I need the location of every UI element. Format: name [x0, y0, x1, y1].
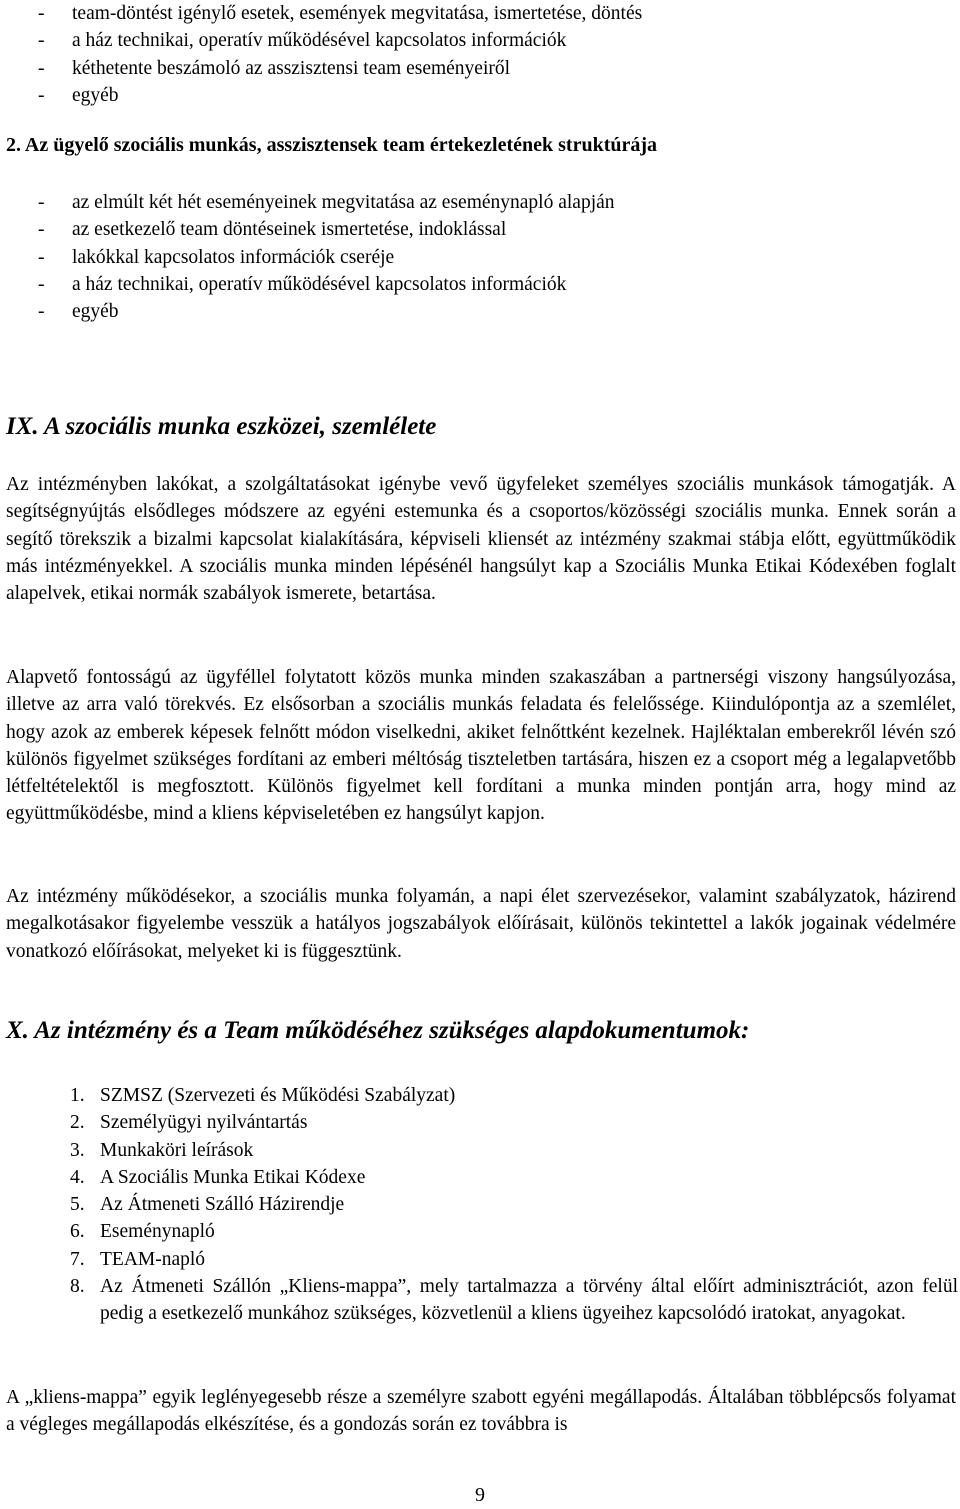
- section-9-heading: IX. A szociális munka eszközei, szemlélete: [6, 413, 437, 440]
- list-item: - egyéb: [38, 84, 119, 106]
- list-item: 8. Az Átmeneti Szállón „Kliens-mappa”, mely tartalmazza a törvény által előírt adminisztrációt, azon felül pedig a esetkezelő munkához szükséges, közvetlenül a kliens ügyeihez kapcsolódó iratokat, anyagokat.: [70, 1276, 958, 1325]
- list-item: - a ház technikai, operatív működésével kapcsolatos információk: [38, 273, 567, 295]
- list-item: 7. TEAM-napló: [70, 1248, 206, 1270]
- paragraph: Alapvető fontosságú az ügyféllel folytatott közös munka minden szakaszában a partnerségi viszony hangsúlyozása, illetve az arra való törekvés. Ez elsősorban a szociális munkás feladata és felelőssége. Kiindulópontja az a szemlélet, hogy azok az emberek képesek felnőtt módon viselkedni, akiket felnőttként kezelnek. Hajléktalan emberekről lévén szó különös figyelmet szükséges fordítani az emberi méltóság tiszteletben tartására, hiszen ez a csoport még a legalapvetőbb létfeltételektől is megfosztott. Különös figyelmet kell fordítani a munka minden pontján arra, hogy mind az együttműködésbe, mind a kliens képviseletében ez hangsúlyt kapjon.: [6, 667, 956, 825]
- list-item: 2. Személyügyi nyilvántartás: [70, 1112, 308, 1134]
- list-item: - team-döntést igénylő esetek, események megvitatása, ismertetése, döntés: [38, 3, 643, 24]
- section-2-heading: 2. Az ügyelő szociális munkás, asszisztensek team értekezletének struktúrája: [6, 134, 658, 156]
- paragraph: Az intézményben lakókat, a szolgáltatásokat igénybe vevő ügyfeleket személyes szociális munkások támogatják. A segítségnyújtás elsődleges módszere az egyéni estemunka és a csoportos/közösségi szociális munka. Ennek során a segítő törekszik a bizalmi kapcsolat kialakítására, képviseli kliensét az intézmény szakmai stábja előtt, együttműködik más intézményekkel. A szociális munka minden lépésénél hangsúlyt kap a Szociális Munka Etikai Kódexében foglalt alapelvek, etikai normák szabályok ismerete, betartása.: [6, 474, 956, 605]
- list-item: 5. Az Átmeneti Szálló Házirendje: [70, 1194, 345, 1216]
- top-bullet-list: [38, 0, 642, 109]
- document-list: [70, 1082, 958, 1328]
- list-item: - lakókkal kapcsolatos információk cseréje: [38, 246, 395, 268]
- list-item: 3. Munkaköri leírások: [70, 1139, 254, 1161]
- list-item: - az elmúlt két hét eseményeinek megvitatása az eseménynapló alapján: [38, 192, 615, 213]
- list-item: - az esetkezelő team döntéseinek ismertetése, indoklással: [38, 219, 507, 241]
- list-item: 4. A Szociális Munka Etikai Kódexe: [70, 1166, 366, 1188]
- list-item: 1. SZMSZ (Szervezeti és Működési Szabályzat): [70, 1085, 456, 1106]
- section-2-list: [38, 189, 615, 325]
- list-item: - kéthetente beszámoló az asszisztensi team eseményeiről: [38, 57, 511, 79]
- paragraph: A „kliens-mappa” egyik leglényegesebb része a személyre szabott egyéni megállapodás. Általában többlépcsős folyamat a végleges megállapodás elkészítése, és a gondozás során ez továbbra is: [6, 1387, 956, 1436]
- list-item: - a ház technikai, operatív működésével kapcsolatos információk: [38, 30, 567, 52]
- list-item: - egyéb: [38, 301, 119, 323]
- list-item: 6. Eseménynapló: [70, 1221, 215, 1243]
- page-number: 9: [475, 1484, 485, 1506]
- paragraph: Az intézmény működésekor, a szociális munka folyamán, a napi élet szervezésekor, valamint szabályzatok, házirend megalkotásakor figyelembe vesszük a hatályos jogszabályok előírásait, különös tekintettel a lakók jogainak védelmére vonatkozó előírásokat, melyeket ki is függesztünk.: [6, 886, 956, 962]
- section-10-heading: X. Az intézmény és a Team működéséhez szükséges alapdokumentumok:: [6, 1017, 750, 1044]
